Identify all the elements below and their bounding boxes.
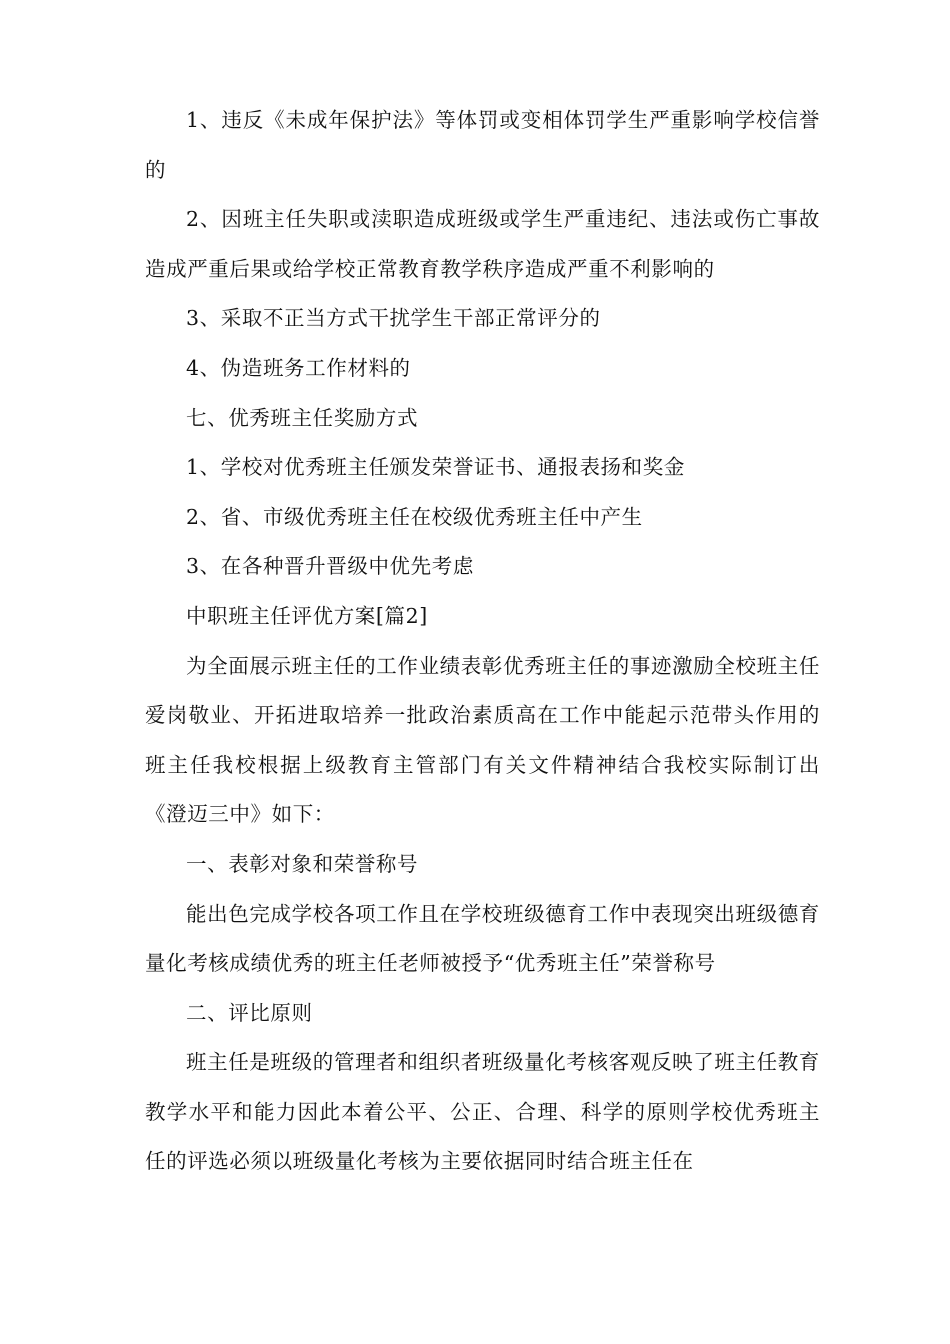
paragraph-violation-2: 2、因班主任失职或渎职造成班级或学生严重违纪、违法或伤亡事故造成严重后果或给学校正常教育教学秩序造成严重不利影响的 [145, 207, 820, 281]
paragraph-reward-2: 2、省、市级优秀班主任在校级优秀班主任中产生 [186, 504, 643, 529]
paragraph-recipients: 能出色完成学校各项工作且在学校班级德育工作中表现突出班级德育量化考核成绩优秀的班主任老师被授予“优秀班主任”荣誉称号 [145, 901, 820, 976]
paragraph-introduction: 为全面展示班主任的工作业绩表彰优秀班主任的事迹激励全校班主任爱岗敬业、开拓进取培养一批政治素质高在工作中能起示范带头作用的班主任我校根据上级教育主管部门有关文件精神结合我校实际制订出《澄迈三中》如下： [145, 653, 820, 827]
paragraph-reward-3: 3、在各种晋升晋级中优先考虑 [186, 554, 474, 579]
paragraph-violation-1: 1、违反《未成年保护法》等体罚或变相体罚学生严重影响学校信誉的 [145, 108, 820, 182]
section-heading-recipients: 一、表彰对象和荣誉称号 [186, 851, 419, 876]
paragraph-violation-3: 3、采取不正当方式干扰学生干部正常评分的 [186, 306, 601, 331]
document-subtitle-part-2: 中职班主任评优方案[篇2] [186, 603, 428, 628]
paragraph-reward-1: 1、学校对优秀班主任颁发荣誉证书、通报表扬和奖金 [186, 455, 685, 480]
paragraph-violation-4: 4、伪造班务工作材料的 [186, 355, 411, 380]
section-heading-principles: 二、评比原则 [186, 1000, 313, 1025]
section-heading-rewards: 七、优秀班主任奖励方式 [186, 405, 419, 430]
paragraph-principles: 班主任是班级的管理者和组织者班级量化考核客观反映了班主任教育教学水平和能力因此本着公平、公正、合理、科学的原则学校优秀班主任的评选必须以班级量化考核为主要依据同时结合班主任在 [145, 1050, 820, 1174]
document-body [145, 96, 820, 1187]
